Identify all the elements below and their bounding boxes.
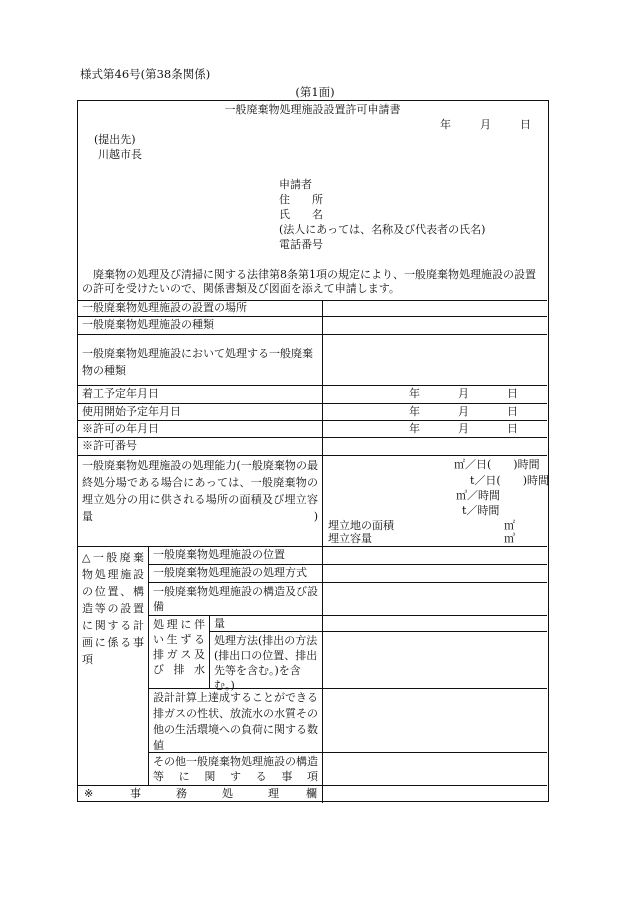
row-use-date-label: 使用開始予定年月日	[82, 405, 181, 418]
row-permit-number-label: ※許可番号	[82, 439, 137, 452]
row-capacity-label: 一般廃棄物処理施設の処理能力(一般廃棄物の最終処分場である場合にあっては、一般廃棄物の埋立処分の用に供される場所の面積及び埋立容量)	[82, 459, 318, 523]
row-type-label: 一般廃棄物処理施設の種類	[82, 318, 214, 331]
applicant-address-label: 住 所	[279, 193, 323, 206]
date-day: 日	[520, 118, 531, 131]
capacity-unit-3: ㎥／時間	[456, 489, 500, 502]
recipient-name: 川越市長	[98, 148, 142, 161]
date-year: 年	[440, 118, 451, 131]
recipient-label: (提出先)	[94, 133, 136, 146]
plan-gas-label: 処理に伴い生ずる排ガス及び排水	[153, 618, 205, 676]
form-number: 様式第46号(第38条関係)	[80, 67, 211, 81]
applicant-phone-label: 電話番号	[279, 238, 323, 251]
office-use-char-2: 務	[176, 787, 187, 800]
capacity-unit-1: ㎡／日( )時間	[454, 458, 540, 471]
office-use-char-3: 処	[222, 787, 233, 800]
office-use-char-5: 欄	[306, 787, 317, 800]
applicant-corporate-note: (法人にあっては、名称及び代表者の氏名)	[279, 223, 486, 236]
applicant-name-label: 氏 名	[279, 208, 323, 221]
capacity-unit-4: t／時間	[462, 504, 500, 517]
plan-position-label: 一般廃棄物処理施設の位置	[153, 548, 285, 561]
landfill-volume-unit: ㎥	[504, 532, 515, 545]
office-use-mark: ※	[84, 787, 94, 800]
row-permit-date-label: ※許可の年月日	[82, 422, 159, 435]
landfill-area-label: 埋立地の面積	[328, 519, 394, 532]
application-statement: 廃棄物の処理及び清掃に関する法律第8条第1項の規定により、一般廃棄物処理施設の設置の許可を受けたいので、関係書類及び図面を添えて申請します。	[82, 268, 536, 295]
applicant-heading: 申請者	[279, 178, 312, 191]
plan-other-label: その他一般廃棄物処理施設の構造等に関する事項	[153, 755, 318, 783]
application-form: 一般廃棄物処理施設設置許可申請書 年 月 日 (提出先) 川越市長 申請者 住 所 氏 名 (法人にあっては、名称及び代表者の氏名) 電話番号 廃棄物の処理及び清掃に関する法律第8条第1項の規定により、一般廃棄物処理施設の設置の許可を受けたいので、関係書類及び図面を添えて申請します。 一般廃棄物処理施設の設置の場所 一般廃棄物処理施設の種類 一般廃棄物処理施設において処理する一般廃棄物の種類 着工予定年月日 年 月 日 使用開始予定年月日 年 月 日 ※許可の年月日 年 月 日 ※許可番号 一般廃棄物処理施設の処理能力(一般廃棄物の最終処分場である場合にあっては、一般廃棄物の埋立処分の用に供される場所の面積及び埋立容量) ㎡／日( )時間 t／日( )時間 ㎥／時間 t／時間 埋立地の面積 ㎡ 埋立容量 ㎥ △一般廃棄物処理施設の位置、構造等の設置に関する計画に係る事項 一般廃棄物処理施設の位置 一般廃棄物処理施設の処理方式 一般廃棄物処理施設の構造及び設備 処理に伴い生ずる排ガス及び排水 量 処理方法(排出の方法(排出口の位置、排出先等を含む。)を含む。) 設計計算上達成することができる排ガスの性状、放流水の水質その他の生活環境への負荷に関する数値 その他一般廃棄物処理施設の構造等に関する事項 ※ 事 務 処 理 欄	[77, 100, 549, 802]
plan-design-label: 設計計算上達成することができる排ガスの性状、放流水の水質その他の生活環境への負荷に関する数値	[153, 691, 318, 752]
page-label: (第1面)	[295, 85, 335, 99]
plan-section-label: △一般廃棄物処理施設の位置、構造等の設置に関する計画に係る事項	[82, 551, 144, 666]
row-waste-type-label: 一般廃棄物処理施設において処理する一般廃棄物の種類	[82, 347, 313, 377]
date-month: 月	[480, 118, 491, 131]
office-use-char-4: 理	[268, 787, 279, 800]
landfill-volume-label: 埋立容量	[328, 532, 372, 545]
plan-structure-label: 一般廃棄物処理施設の構造及び設備	[153, 585, 318, 613]
landfill-area-unit: ㎡	[504, 519, 515, 532]
form-title: 一般廃棄物処理施設設置許可申請書	[224, 103, 401, 116]
row-start-date-label: 着工予定年月日	[82, 387, 159, 400]
capacity-unit-2: t／日( )時間	[470, 474, 550, 487]
plan-amount-label: 量	[214, 617, 225, 630]
office-use-char-1: 事	[130, 787, 141, 800]
row-location-label: 一般廃棄物処理施設の設置の場所	[82, 301, 247, 314]
plan-treatment-label: 処理方法(排出の方法(排出口の位置、排出先等を含む。)を含む。)	[214, 634, 318, 692]
plan-method-label: 一般廃棄物処理施設の処理方式	[153, 566, 307, 579]
